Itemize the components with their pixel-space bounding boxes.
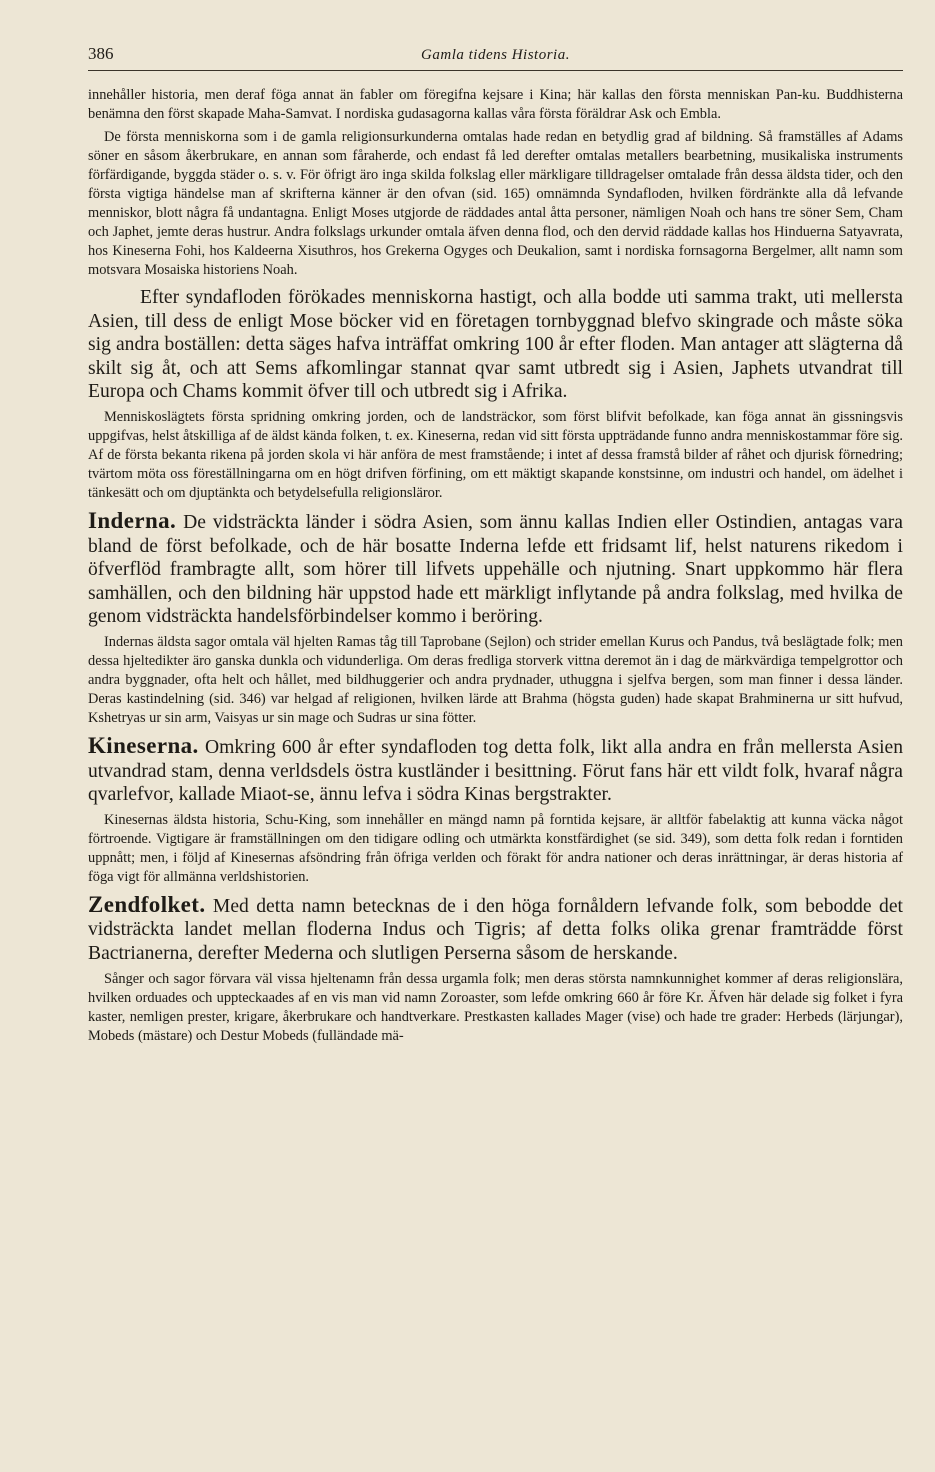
section-heading: Inderna. <box>88 507 177 533</box>
page-header <box>88 44 903 71</box>
section-heading: Zendfolket. <box>88 891 206 917</box>
section-zendfolket <box>88 893 903 966</box>
paragraph: Kinesernas äldsta historia, Schu-King, som innehåller en mängd namn på forntida kejsare, är alltför fabelaktig att kunna väcka något förtroende. Vigtigare är framställningen om den tidigare odling och utmärkta konstfärdighet (se sid. 349), som detta folk redan i forntiden uppnått; men, i följd af Kinesernas afsöndring från öfriga verlden och förakt för andra nationer och deras inrättningar, är deras historia af föga vigt för allmänna verldshistorien. <box>88 811 903 885</box>
section-kineserna <box>88 734 903 807</box>
paragraph: innehåller historia, men deraf föga annat än fabler om föregifna kejsare i Kina; här kallas den första menniskan Pan-ku. Buddhisterna benämna den först skapade Maha-Samvat. I nordiska gudasagorna kallas våra första föräldrar Ask och Embla. <box>88 87 903 122</box>
paragraph: Sånger och sagor förvara väl vissa hjeltenamn från dessa urgamla folk; men deras största namnkunnighet kommer af deras religionslära, hvilken orduades och uppteckaades af en vis man vid namn Zoroaster, som lefde omkring 660 år före Kr. Äfven här delade sig folket i fyra kaster, nemligen prester, krigare, åkerbrukare och handtverkare. Prestkasten kallades Mager (vise) och hade tre grader: Herbeds (lärjungar), Mobeds (mästare) och Destur Mobeds (fulländade mä- <box>88 970 903 1044</box>
paragraph: Indernas äldsta sagor omtala väl hjelten Ramas tåg till Taprobane (Sejlon) och strider emellan Kurus och Pandus, två beslägtade folk; men dessa hjeltedikter äro ganska dunkla och vidunderliga. Om deras fredliga storverk vittna deremot än i dag de märkvärdiga tempelgrottor och andra byggnader, ofta helt och hållet, med bildhuggerier och andra prydnader, uthuggna i sjelfva bergen, som man finner i dessa länder. Deras kastindelning (sid. 346) var helgad af religionen, hvilken lärde att Brahma (högsta guden) hade skapat Brahminerna ur sitt hufvud, Kshetryas ur sin arm, Vaisyas ur sin mage och Sudras ur sina fötter. <box>88 633 903 726</box>
page-number: 386 <box>88 44 114 63</box>
section-inderna <box>88 509 903 629</box>
page-body <box>88 86 903 1046</box>
paragraph: Efter syndafloden förökades menniskorna hastigt, och alla bodde uti samma trakt, uti mellersta Asien, till dess de enligt Mose böcker vid en företagen tornbyggnad blefvo skingrade och måste söka sig andra boställen: detta säges hafva inträffat omkring 100 år efter floden. Man antager att slägterna då skilt sig åt, och att Sems afkomlingar stannat qvar samt utbredt sig i Asien, Japhets utvandrat till Europa och Chams kommit öfver till och utbredt sig i Afrika. <box>88 287 903 403</box>
paragraph: Med detta namn betecknas de i den höga fornåldern lefvande folk, som bebodde det vidsträckta landet mellan floderna Indus och Tigris; af detta folks olika grenar framträdde först Bactrianerna, derefter Mederna och slutligen Perserna såsom de herskande. <box>88 895 903 964</box>
running-title: Gamla tidens Historia. <box>421 47 570 63</box>
paragraph: Omkring 600 år efter syndafloden tog detta folk, likt alla andra en från mellersta Asien utvandrad stam, denna verldsdels östra kustländer i besittning. Förut fans här ett vildt folk, hvaraf några qvarlefvor, kallade Miaot-se, ännu lefva i södra Kinas bergstrakter. <box>88 736 904 806</box>
section-heading: Kineserna. <box>88 732 199 758</box>
paragraph: Menniskoslägtets första spridning omkring jorden, och de landsträckor, som först blifvit befolkade, kan föga annat än gissningsvis uppgifvas, helst åtskilliga af de äldst kända folken, t. ex. Kineserna, redan vid sitt första uppträdande funno andra menniskostammar före sig. Af de första bekanta rikena på jorden skola vi här anföra de mest framstående; i intet af dessa framstå bilder af råhet och djurisk förnedring; tvärtom möta oss föreställningarna om en högt drifven förfining, om ett mäktigt skapande konstsinne, om industri och handel, om ädelhet i tänkesätt och om djuptänkta och betydelsefulla religionsläror. <box>88 408 903 501</box>
paragraph: De första menniskorna som i de gamla religionsurkunderna omtalas hade redan en betydlig grad af bildning. Så framställes af Adams söner en såsom åkerbrukare, en annan som fåraherde, och endast få led derefter omtalas metallers bearbetning, musikaliska instruments förfärdigande, byggda städer o. s. v. För öfrigt äro inga skilda folkslag eller märkligare tilldragelser omtalade från dessa äldsta tider, och den första vigtiga händelse man af skrifterna känner är den ofvan (sid. 165) omnämnda Syndafloden, hvilken fördränkte alla då lefvande menniskor, blott några få undantagna. Enligt Moses utgjorde de räddades antal åtta personer, nämligen Noah och hans tre söner Sem, Cham och Japhet, jemte deras hustrur. Andra folkslags urkunder omtala äfven denna flod, och den dervid räddade kallas hos Hinduerna Satyavrata, hos Kineserna Fohi, hos Kaldeerna Xisuthros, hos Grekerna Ogyges och Deukalion, samt i nordiska fornsagorna Bergelmer, allt namn som motsvara Mosaiska historiens Noah. <box>88 129 903 278</box>
paragraph: De vidsträckta länder i södra Asien, som ännu kallas Indien eller Ostindien, antagas vara bland de först befolkade, och de här bosatte Inderna lefde ett fridsamt lif, helst naturens rikedom i öfverflöd frambragte allt, som hörer till lifvets uppehälle och njutning. Snart uppkommo här flera samhällen, och den bildning här uppstod hade ett märkligt inflytande på andra folkslag, med hvilka de genom vidsträckta handelsförbindelser kommo i beröring. <box>88 511 904 628</box>
